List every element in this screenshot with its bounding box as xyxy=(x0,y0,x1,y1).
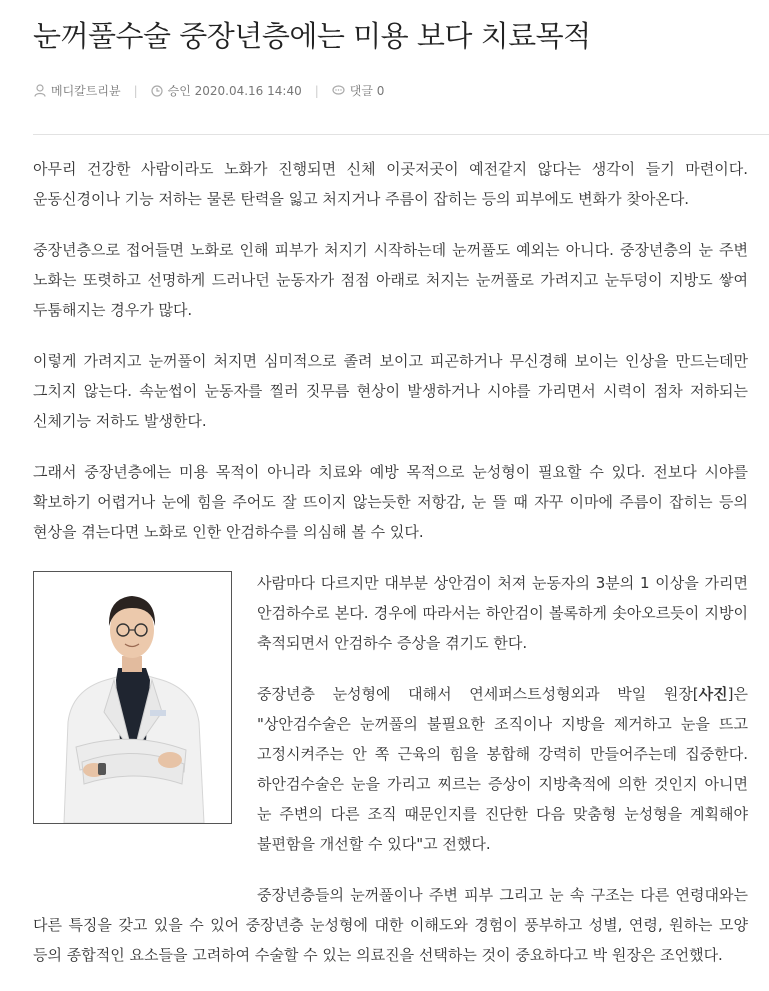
clock-icon xyxy=(151,85,163,97)
doctor-portrait-illustration xyxy=(34,572,231,823)
article-title: 눈꺼풀수술 중장년층에는 미용 보다 치료목적 xyxy=(33,19,591,53)
approval-datetime: 승인 2020.04.16 14:40 xyxy=(167,84,302,98)
article-meta xyxy=(34,82,384,99)
closing-paragraph-text: 중장년층들의 눈꺼풀이나 주변 피부 그리고 눈 속 구조는 다른 연령대와는 다른 특징을 갖고 있을 수 있어 중장년층 눈성형에 대한 이해도와 경험이 풍부하고 성별, 연령, 원하는 모양 등의 종합적인 요소들을 고려하여 수술할 수 있는 의료진을 선택하는 것이 중요하다고 박 원장은 조언했다. xyxy=(33,886,748,964)
article-paragraph: 그래서 중장년층에는 미용 목적이 아니라 치료와 예방 목적으로 눈성형이 필요할 수 있다. 전보다 시야를 확보하기 어렵거나 눈에 힘을 주어도 잘 뜨이지 않는듯한 저항감, 눈 뜰 때 자꾸 이마에 주름이 잡히는 등의 현상을 겪는다면 노화로 인한 안검하수를 의심해 볼 수 있다. xyxy=(33,463,748,541)
comment-count: 댓글 0 xyxy=(349,84,385,98)
meta-separator: | xyxy=(314,83,319,98)
author-name: 메디칼트리뷴 xyxy=(51,84,121,98)
quote-text-after: ]은 "상안검수술은 눈꺼풀의 불필요한 조직이나 지방을 제거하고 눈을 뜨고 고정시켜주는 안 쪽 근육의 힘을 봉합해 강력히 만들어주는데 집중한다. 하안검수술은 눈을 가리고 찌르는 증상이 지방축적에 의한 것인지 아니면 눈 주변의 다른 조직 때문인지를 진단한 다음 맞춤형 눈성형을 계획해야 불편함을 개선할 수 있다"고 전했다. xyxy=(257,685,748,853)
author-info[interactable] xyxy=(34,82,121,99)
article-paragraph: 중장년층으로 접어들면 노화로 인해 피부가 처지기 시작하는데 눈꺼풀도 예외는 아니다. 중장년층의 눈 주변 노화는 또렷하고 선명하게 드러나던 눈동자가 점점 아래로 처지는 눈꺼풀로 가려지고 눈두덩이 지방도 쌓여 두툼해지는 경우가 많다. xyxy=(33,241,748,319)
article-paragraph: 이렇게 가려지고 눈꺼풀이 처지면 심미적으로 졸려 보이고 피곤하거나 무신경해 보이는 인상을 만드는데만 그치지 않는다. 속눈썹이 눈동자를 찔러 짓무름 현상이 발생하거나 시야를 가리면서 시력이 점차 저하되는 신체기능 저하도 발생한다. xyxy=(33,352,748,430)
quote-text-before: 중장년층 눈성형에 대해서 연세퍼스트성형외과 박일 원장[ xyxy=(257,685,699,703)
person-icon xyxy=(34,84,46,97)
article-paragraph: 아무리 건강한 사람이라도 노화가 진행되면 신체 이곳저곳이 예전같지 않다는 생각이 들기 마련이다. 운동신경이나 기능 저하는 물론 탄력을 잃고 처지거나 주름이 잡히는 등의 피부에도 변화가 찾아온다. xyxy=(33,160,748,208)
photo-reference: 사진 xyxy=(698,685,728,703)
article-paragraph: 사람마다 다르지만 대부분 상안검이 처져 눈동자의 3분의 1 이상을 가리면 안검하수로 본다. 경우에 따라서는 하안검이 볼록하게 솟아오르듯이 지방이 축적되면서 안검하수 증상을 겪기도 한다. xyxy=(257,574,748,652)
closing-paragraph xyxy=(33,880,748,970)
comment-count-link[interactable] xyxy=(332,82,385,99)
article-body xyxy=(33,154,748,991)
meta-separator: | xyxy=(133,83,138,98)
approval-info xyxy=(151,82,302,99)
speech-bubble-icon xyxy=(332,85,345,96)
header-divider xyxy=(33,134,769,135)
doctor-photo[interactable] xyxy=(33,571,232,824)
